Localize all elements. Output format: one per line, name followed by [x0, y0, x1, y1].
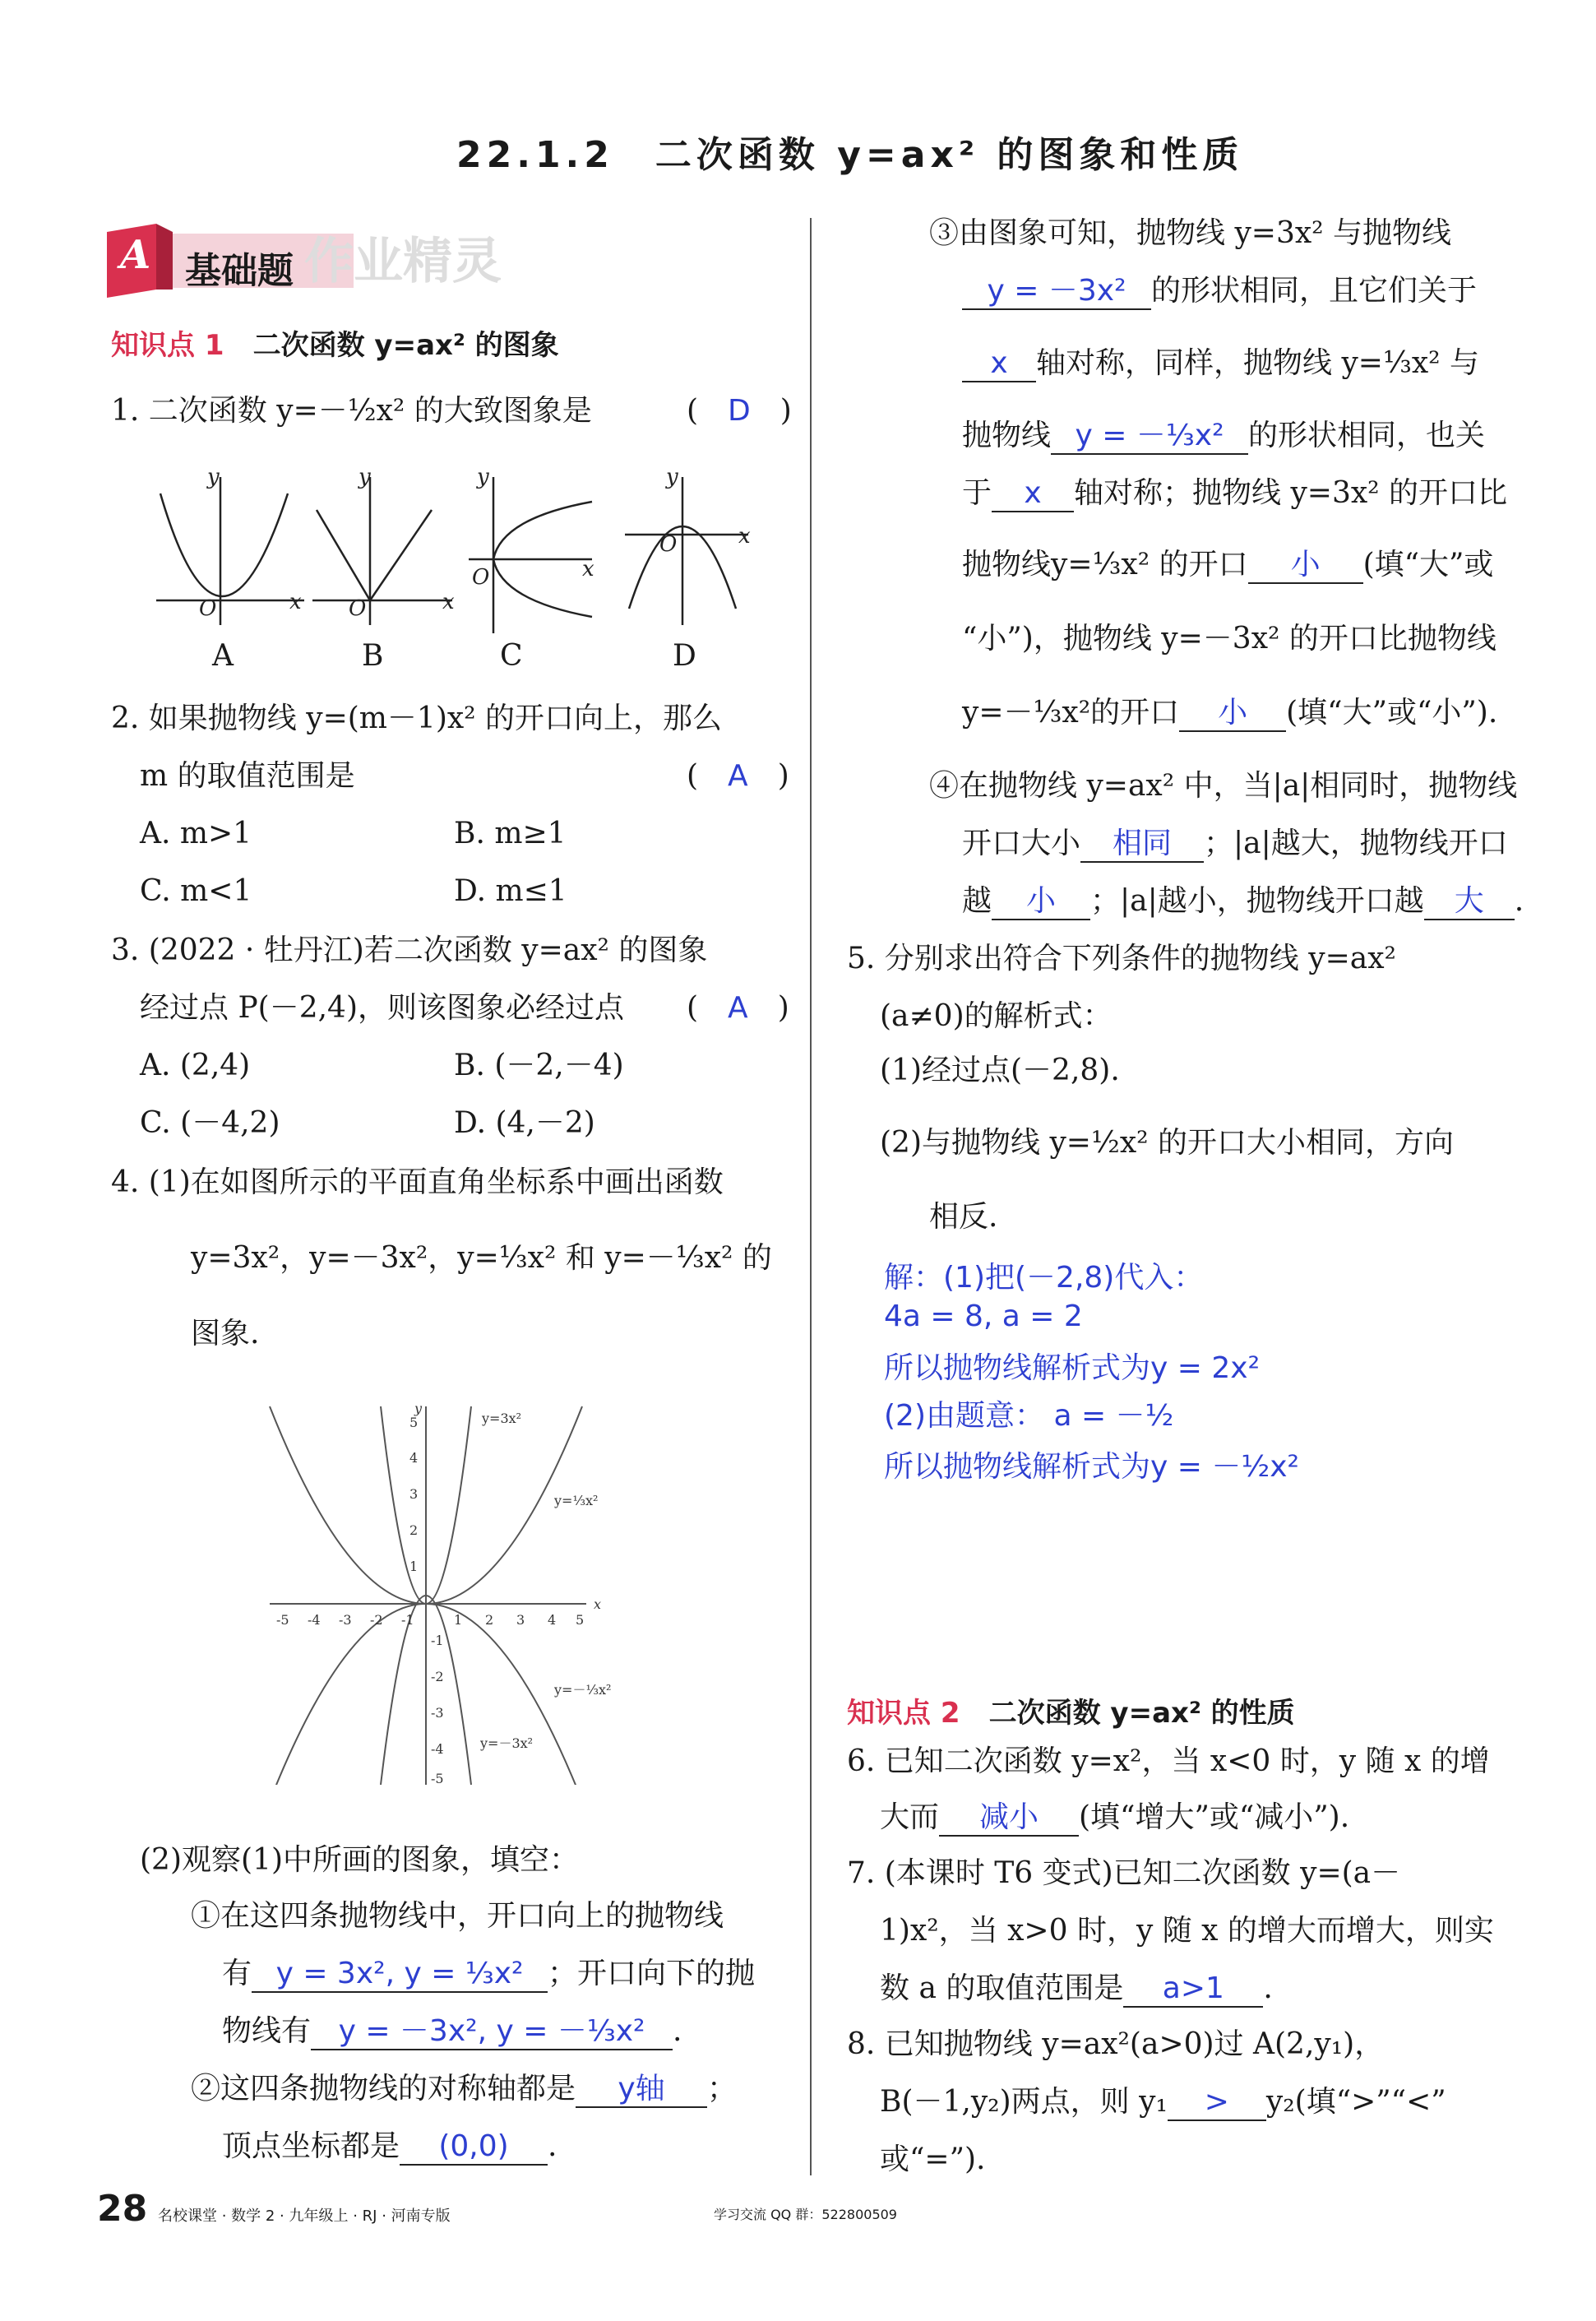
y-tick: -1 [431, 1633, 444, 1648]
x-tick: 1 [454, 1612, 463, 1628]
kp2-tag: 知识点 2 [847, 1697, 960, 1730]
y-tick: 4 [409, 1450, 419, 1466]
q5-line3: (1)经过点(－2,8). [880, 1054, 1120, 1087]
q3-answer: A [728, 991, 748, 1025]
label-neg-third-x2: y=－⅓x² [554, 1682, 612, 1698]
q4-line2: y=3x²，y=－3x²，y=⅓x² 和 y=－⅓x² 的 [191, 1241, 772, 1275]
q4-line3: 图象. [191, 1317, 260, 1350]
q5-solution-1: 解：(1)把(－2,8)代入： [884, 1261, 1204, 1295]
q4-s1-answer2[interactable]: y = －3x², y = －⅓x² [311, 2013, 673, 2050]
q5-solution-4: (2)由题意： a = －½ [884, 1399, 1174, 1433]
svg-text:O: O [349, 596, 367, 621]
q4-s1-line2: 有 y = 3x², y = ⅓x² ；开口向下的抛 [222, 1956, 755, 1993]
q4-s1-answer1[interactable]: y = 3x², y = ⅓x² [252, 1956, 548, 1993]
q2-line1: 2. 如果抛物线 y=(m－1)x² 的开口向上，那么 [111, 702, 723, 735]
y-tick: -4 [431, 1741, 444, 1757]
svg-text:O: O [199, 596, 217, 621]
y-tick: -3 [431, 1705, 444, 1721]
q1-label-a: A [212, 639, 234, 673]
q8-answer[interactable]: > [1168, 2084, 1266, 2121]
q4-s3-answer1[interactable]: y = －3x² [962, 273, 1151, 310]
q4-s2-answer1[interactable]: y轴 [576, 2071, 707, 2108]
q4-s2-line2: 顶点坐标都是 (0,0) . [222, 2129, 557, 2166]
q2-line2: m 的取值范围是 [140, 759, 355, 793]
q5-line4: (2)与抛物线 y=½x² 的开口大小相同，方向 [880, 1126, 1455, 1160]
q4-s1-line3: 物线有 y = －3x², y = －⅓x² . [222, 2013, 682, 2050]
q7-line3: 数 a 的取值范围是 a>1 . [880, 1971, 1273, 2008]
q3-option-a: A. (2,4) [140, 1049, 251, 1082]
q8-line1: 8. 已知抛物线 y=ax²(a>0)过 A(2,y₁)， [847, 2027, 1385, 2061]
q2-option-a: A. m>1 [140, 817, 252, 850]
q2-option-d: D. m≤1 [454, 874, 567, 908]
q2-option-b: B. m≥1 [454, 817, 567, 850]
svg-text:x: x [738, 524, 751, 549]
q4-s2-line1: ②这四条抛物线的对称轴都是 y轴 ； [191, 2071, 737, 2108]
footer-qq: 学习交流 QQ 群：522800509 [714, 2207, 897, 2222]
kp1-tag: 知识点 1 [111, 329, 224, 362]
svg-text:y: y [207, 465, 220, 489]
q3-answer-bracket: ( A ) [687, 991, 789, 1025]
q5-solution-3: 所以抛物线解析式为y = 2x² [884, 1351, 1260, 1385]
q2-option-c: C. m<1 [140, 874, 252, 908]
q4-s3-line3: x 轴对称，同样，抛物线 y=⅓x² 与 [962, 345, 1479, 382]
x-tick: -2 [370, 1612, 383, 1628]
q4-s3-answer2[interactable]: x [962, 345, 1036, 382]
q2-answer: A [728, 759, 748, 793]
svg-text:y: y [477, 465, 489, 489]
x-tick: -3 [339, 1612, 352, 1628]
q6-line1: 6. 已知二次函数 y=x²，当 x<0 时，y 随 x 的增 [847, 1744, 1490, 1778]
q4-s3-answer5[interactable]: 小 [1248, 547, 1363, 584]
y-tick: 1 [409, 1559, 419, 1574]
q4-s3-line6: 抛物线y=⅓x² 的开口 小 (填“大”或 [962, 547, 1493, 584]
q4-s3-answer3[interactable]: y = －⅓x² [1051, 418, 1248, 455]
q7-line1: 7. (本课时 T6 变式)已知二次函数 y=(a－ [847, 1856, 1401, 1890]
q4-s3-answer6[interactable]: 小 [1179, 695, 1286, 732]
q4-s2-answer2[interactable]: (0,0) [400, 2129, 548, 2166]
svg-text:O: O [472, 565, 490, 590]
svg-text:x: x [442, 590, 455, 614]
section-badge-text: 基础题 [185, 250, 294, 292]
q4-s4-line3: 越 小 ；|a|越小，抛物线开口越 大 . [962, 883, 1524, 920]
x-tick: -1 [401, 1612, 414, 1628]
label-neg3x2: y=－3x² [480, 1735, 534, 1751]
q5-solution-2: 4a = 8, a = 2 [884, 1299, 1083, 1333]
x-axis-label: x [594, 1596, 602, 1612]
q4-s4-answer2[interactable]: 小 [992, 883, 1090, 920]
column-divider [810, 218, 812, 2175]
x-tick: -5 [276, 1612, 289, 1628]
knowledge-point-1 [111, 322, 559, 363]
q4-s4-answer3[interactable]: 大 [1424, 883, 1515, 920]
label-3x2: y=3x² [482, 1411, 522, 1426]
q3-line1: 3. (2022 · 牡丹江)若二次函数 y=ax² 的图象 [111, 933, 708, 967]
graph-c [469, 477, 592, 633]
graph-a [156, 477, 304, 625]
q3-line2: 经过点 P(－2,4)，则该图象必经过点 [140, 991, 625, 1025]
y-tick: 3 [409, 1486, 419, 1502]
y-tick: -5 [431, 1771, 444, 1785]
q7-line2: 1)x²，当 x>0 时，y 随 x 的增大而增大，则实 [880, 1914, 1494, 1948]
footer-book: 名校课堂 · 数学 2 · 九年级上 · RJ · 河南专版 [158, 2207, 451, 2225]
x-tick: 2 [485, 1612, 494, 1628]
y-axis-label: y [414, 1401, 423, 1416]
section-badge-letter: A [120, 232, 151, 278]
q5-line5: 相反. [929, 1200, 998, 1234]
q1-answer: D [728, 394, 751, 428]
x-tick: -4 [308, 1612, 321, 1628]
q4-graph [261, 1398, 656, 1785]
q8-line2: B(－1,y₂)两点，则 y₁ > y₂(填“>”“<” [880, 2084, 1446, 2121]
q7-answer[interactable]: a>1 [1123, 1971, 1263, 2008]
kp2-text: 二次函数 y=ax² 的性质 [988, 1697, 1295, 1730]
q4-s4-line1: ④在抛物线 y=ax² 中，当|a|相同时，抛物线 [929, 769, 1518, 803]
y-tick: 2 [409, 1522, 419, 1538]
q5-solution-5: 所以抛物线解析式为y = －½x² [884, 1450, 1299, 1484]
svg-text:x: x [582, 557, 594, 581]
q4-s3-answer4[interactable]: x [992, 475, 1074, 512]
q8-line3: 或“=”). [880, 2143, 986, 2176]
graph-b [312, 477, 452, 625]
page-number: 28 [97, 2188, 148, 2230]
graph-d [625, 477, 748, 625]
x-tick: 4 [548, 1612, 557, 1628]
svg-text:y: y [666, 465, 678, 489]
knowledge-point-2 [847, 1690, 1295, 1730]
q4-s3-line5: 于 x 轴对称；抛物线 y=3x² 的开口比 [962, 475, 1507, 512]
svg-text:y: y [359, 465, 371, 489]
svg-text:x: x [289, 590, 302, 614]
q3-option-d: D. (4,－2) [454, 1106, 595, 1140]
q4-s3-line2: y = －3x² 的形状相同，且它们关于 [962, 273, 1477, 310]
q1-label-b: B [362, 639, 384, 673]
q1-label-c: C [500, 639, 523, 673]
q4-s1-line1: ①在这四条抛物线中，开口向上的抛物线 [191, 1899, 724, 1933]
q6-line2: 大而 减小 (填“增大”或“减小”). [880, 1800, 1349, 1837]
x-tick: 3 [516, 1612, 525, 1628]
q4-s3-line4: 抛物线 y = －⅓x² 的形状相同，也关 [962, 418, 1485, 455]
q4-s3-line8: y=－⅓x²的开口 小 (填“大”或“小”). [962, 695, 1497, 732]
kp1-text: 二次函数 y=ax² 的图象 [252, 329, 559, 362]
q1-answer-bracket: ( D ) [687, 394, 792, 428]
q4-line1: 4. (1)在如图所示的平面直角坐标系中画出函数 [111, 1165, 724, 1199]
q3-option-c: C. (－4,2) [140, 1106, 280, 1140]
q5-line1: 5. 分别求出符合下列条件的抛物线 y=ax² [847, 942, 1396, 975]
q4-p2-intro: (2)观察(1)中所画的图象，填空： [140, 1843, 579, 1877]
q2-answer-bracket: ( A ) [687, 759, 789, 793]
q4-s4-line2: 开口大小 相同 ；|a|越大，抛物线开口 [962, 826, 1508, 863]
page-title: 22.1.2 二次函数 y=ax² 的图象和性质 [456, 134, 1244, 176]
q4-s3-line1: ③由图象可知，抛物线 y=3x² 与抛物线 [929, 216, 1452, 250]
y-tick: -2 [431, 1669, 444, 1684]
q1-label-d: D [673, 639, 696, 673]
q4-s3-line7: “小”)，抛物线 y=－3x² 的开口比抛物线 [962, 622, 1497, 656]
label-third-x2: y=⅓x² [554, 1493, 599, 1508]
q4-s4-answer1[interactable]: 相同 [1080, 826, 1204, 863]
q1-text: 1. 二次函数 y=－½x² 的大致图象是 [111, 394, 592, 428]
q6-answer[interactable]: 减小 [939, 1800, 1079, 1837]
q5-line2: (a≠0)的解析式： [880, 999, 1113, 1033]
svg-text:O: O [659, 532, 678, 557]
x-tick: 5 [576, 1612, 585, 1628]
q3-option-b: B. (－2,－4) [454, 1049, 624, 1082]
y-tick: 5 [409, 1415, 419, 1430]
watermark: 作业精灵 [304, 233, 502, 290]
